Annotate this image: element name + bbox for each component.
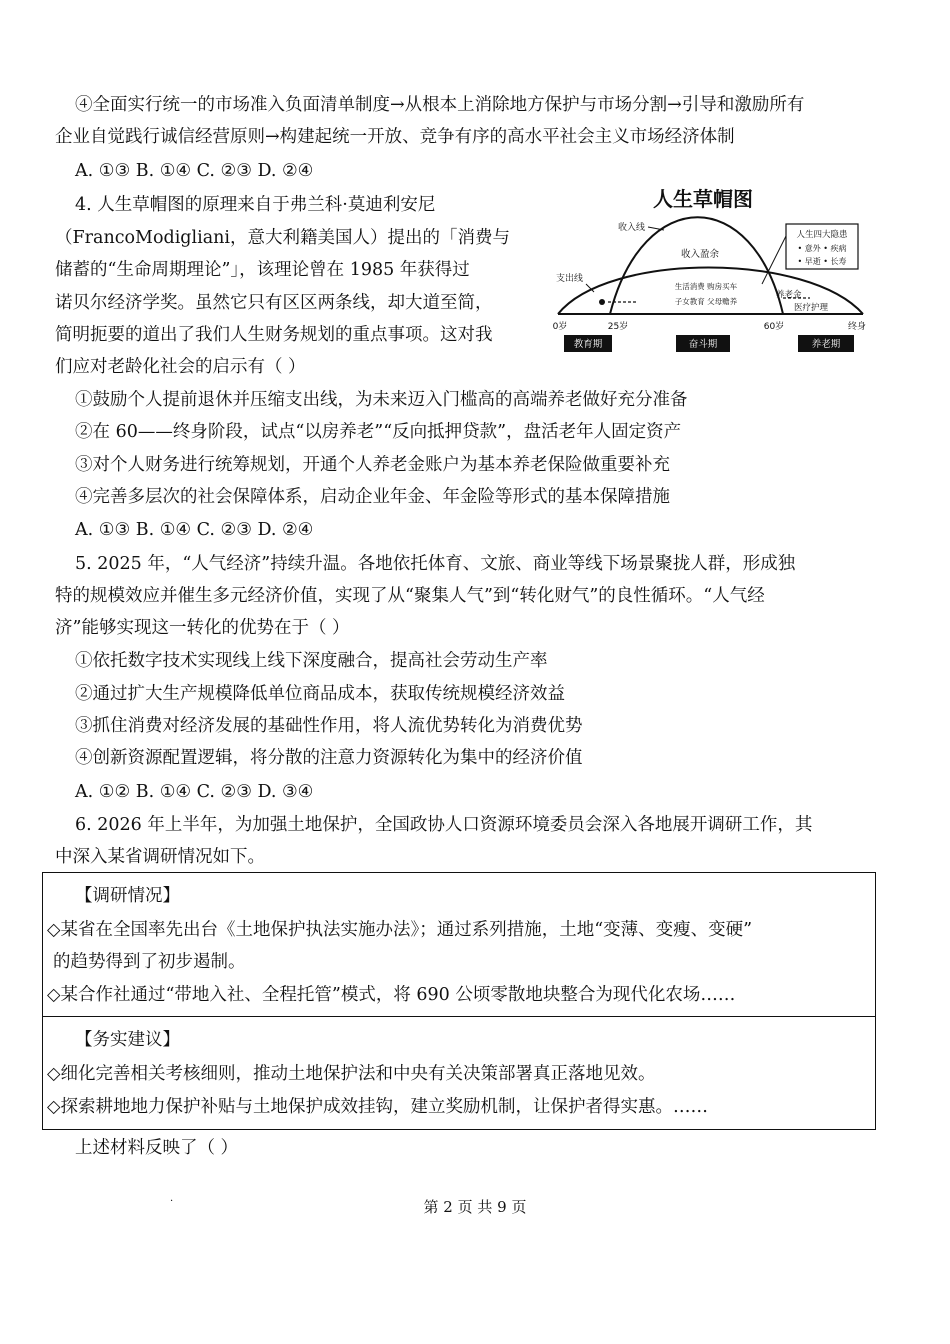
q4-stem-line6: 们应对老龄化社会的启示有（ ） [55, 357, 306, 377]
q3-answer-choices: A. ①③ B. ①④ C. ②③ D. ②④ [75, 161, 314, 181]
q3-option-4-line2: 企业自觉践行诚信经营原则→构建起统一开放、竞争有序的高水平社会主义市场经济体制 [55, 127, 735, 147]
survey-title: 【调研情况】 [75, 886, 180, 906]
q4-stem-line5: 简明扼要的道出了我们人生财务规划的重点事项。这对我 [55, 325, 493, 345]
age-25: 25岁 [607, 322, 629, 332]
age-60: 60岁 [763, 322, 785, 332]
period-education: 教育期 [573, 339, 603, 350]
survey-box [42, 872, 876, 1017]
survey-item-2: ◇某合作社通过“带地入社、全程托管”模式，将 690 公顷零散地块整合为现代化农场…… [47, 985, 736, 1005]
surplus-label: 收入盈余 [680, 249, 720, 260]
q4-option-2: ②在 60——终身阶段，试点“以房养老”“反向抵押贷款”，盘活老年人固定资产 [75, 422, 682, 442]
pension-label: 养老金 [776, 290, 802, 300]
advice-box [42, 1016, 876, 1130]
advice-item-1: ◇细化完善相关考核细则，推动土地保护法和中央有关决策部署真正落地见效。 [47, 1064, 656, 1084]
q4-option-3: ③对个人财务进行统筹规划，开通个人养老金账户为基本养老保险做重要补充 [75, 455, 670, 475]
q5-answer-choices: A. ①② B. ①④ C. ②③ D. ③④ [75, 782, 314, 802]
q4-answer-choices: A. ①③ B. ①④ C. ②③ D. ②④ [75, 520, 314, 540]
expense-line-label: 支出线 [556, 274, 584, 284]
risks-title: 人生四大隐患 [796, 230, 848, 240]
q4-stem-line4: 诺贝尔经济学奖。虽然它只有区区两条线，却大道至简， [55, 293, 493, 313]
q5-stem-line3: 济”能够实现这一转化的优势在于（ ） [55, 618, 350, 638]
q5-stem-line2: 特的规模效应并催生多元经济价值，实现了从“聚集人气”到“转化财气”的良性循环。“人气经 [55, 586, 765, 606]
q6-stem-line1: 6. 2026 年上半年，为加强土地保护，全国政协人口资源环境委员会深入各地展开调研工作，其 [75, 815, 813, 835]
period-career: 奋斗期 [688, 339, 718, 350]
risks-line-1: • 意外 • 疾病 [797, 244, 847, 253]
expenses-label-2: 子女教育 父母赡养 [674, 297, 738, 306]
life-hat-diagram [548, 180, 878, 355]
q4-option-4: ④完善多层次的社会保障体系，启动企业年金、年金险等形式的基本保障措施 [75, 487, 670, 507]
q6-prompt: 上述材料反映了（ ） [75, 1138, 239, 1158]
q3-option-4-line1: ④全面实行统一的市场准入负面清单制度→从根本上消除地方保护与市场分割→引导和激励所有 [75, 95, 805, 115]
q5-stem-line1: 5. 2025 年，“人气经济”持续升温。各地依托体育、文旅、商业等线下场景聚拢人群，形成独 [75, 554, 796, 574]
income-line-label: 收入线 [618, 223, 646, 233]
page-footer: 第 2 页 共 9 页 [423, 1198, 527, 1216]
q4-stem-line1: 4. 人生草帽图的原理来自于弗兰科·莫迪利安尼 [75, 195, 436, 215]
q5-option-2: ②通过扩大生产规模降低单位商品成本，获取传统规模经济效益 [75, 684, 565, 704]
q4-stem-line2: （FrancoModigliani，意大利籍美国人）提出的「消费与 [55, 228, 510, 248]
advice-item-2: ◇探索耕地地力保护补贴与土地保护成效挂钩，建立奖励机制，让保护者得实惠。…… [47, 1097, 708, 1117]
q5-option-1: ①依托数字技术实现线上线下深度融合，提高社会劳动生产率 [75, 651, 548, 671]
q5-option-4: ④创新资源配置逻辑，将分散的注意力资源转化为集中的经济价值 [75, 748, 583, 768]
survey-item-1-line2: 的趋势得到了初步遏制。 [53, 952, 246, 972]
survey-item-1-line1: ◇某省在全国率先出台《土地保护执法实施办法》；通过系列措施，土地“变薄、变瘦、变硬” [47, 920, 753, 940]
period-retirement: 养老期 [811, 339, 841, 350]
risks-line-2: • 早逝 • 长寿 [797, 257, 847, 266]
medical-label: 医疗护理 [794, 303, 829, 313]
q4-option-1: ①鼓励个人提前退休并压缩支出线，为未来迈入门槛高的高端养老做好充分准备 [75, 390, 688, 410]
age-lifetime: 终身 [847, 322, 867, 332]
advice-title: 【务实建议】 [75, 1030, 180, 1050]
q6-stem-line2: 中深入某省调研情况如下。 [55, 847, 265, 867]
expenses-label-1: 生活消费 购房买车 [674, 282, 738, 291]
q4-stem-line3: 储蓄的“生命周期理论”」，该理论曾在 1985 年获得过 [55, 260, 470, 280]
start-dot [599, 299, 605, 305]
diagram-title: 人生草帽图 [653, 187, 753, 211]
age-0: 0岁 [552, 322, 568, 332]
risk-pointer [762, 236, 786, 284]
q5-option-3: ③抓住消费对经济发展的基础性作用，将人流优势转化为消费优势 [75, 716, 583, 736]
stray-dot: · [170, 1196, 174, 1207]
